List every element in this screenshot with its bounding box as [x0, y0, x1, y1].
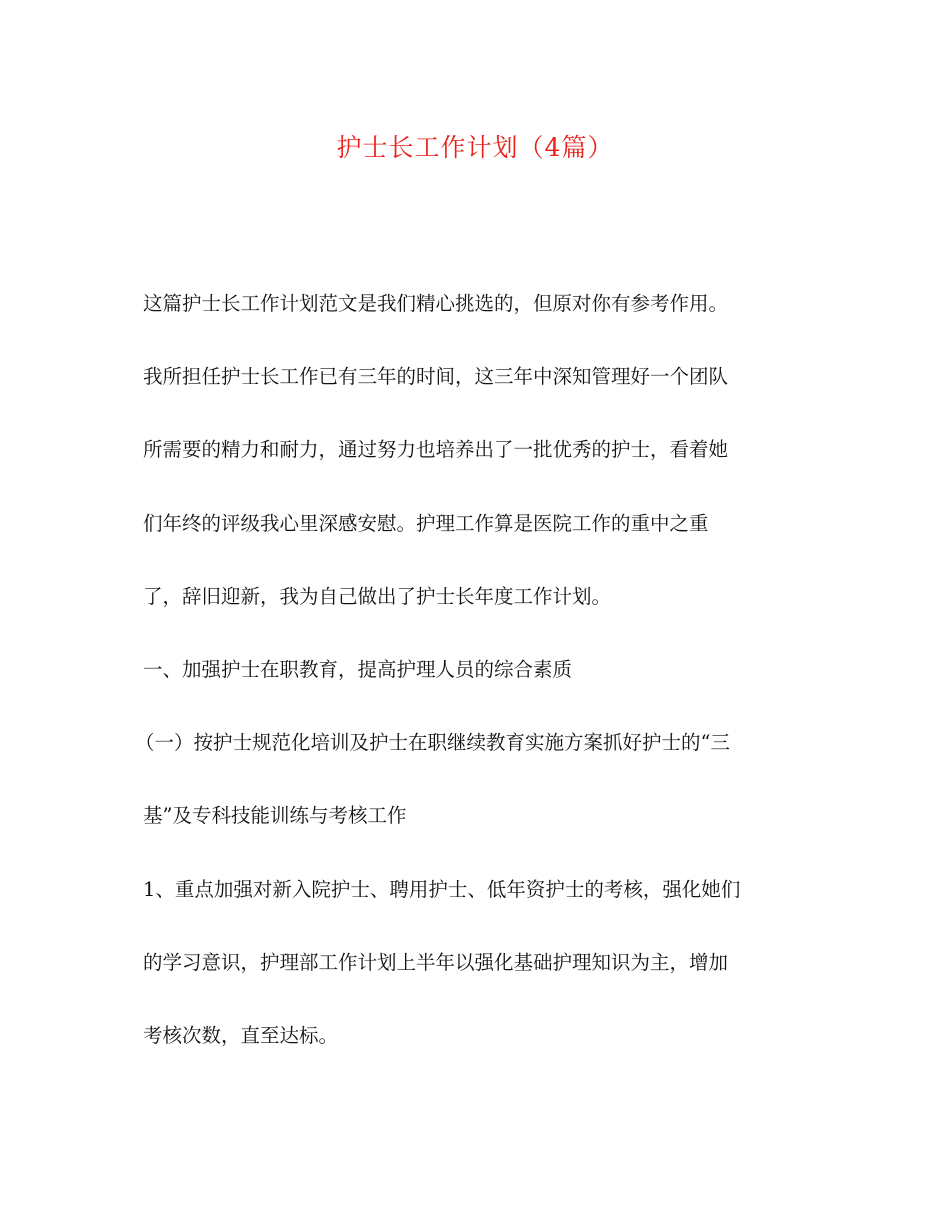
document-title: 护士长工作计划（4篇）: [336, 133, 614, 162]
subsection-heading-continued: 基”及专科技能训练与考核工作: [143, 804, 407, 828]
section-heading: 一、加强护士在职教育，提高护理人员的综合素质: [143, 657, 573, 681]
paragraph-line: 所需要的精力和耐力，通过努力也培养出了一批优秀的护士，看着她: [143, 438, 729, 462]
subsection-heading: （一）按护士规范化培训及护士在职继续教育实施方案抓好护士的“三: [135, 731, 730, 755]
paragraph-line: 我所担任护士长工作已有三年的时间，这三年中深知管理好一个团队: [143, 365, 729, 389]
list-item-line: 1、重点加强对新入院护士、聘用护士、低年资护士的考核，强化她们: [143, 877, 741, 901]
paragraph-line: 们年终的评级我心里深感安慰。护理工作算是医院工作的重中之重: [143, 511, 709, 535]
list-item-line: 考核次数，直至达标。: [143, 1023, 339, 1047]
document-body: [135, 284, 823, 1089]
list-item-line: 的学习意识，护理部工作计划上半年以强化基础护理知识为主，增加: [143, 950, 729, 974]
paragraph-line: 了，辞旧迎新，我为自己做出了护士长年度工作计划。: [143, 584, 612, 608]
paragraph-line: 这篇护士长工作计划范文是我们精心挑选的，但原对你有参考作用。: [143, 292, 729, 315]
